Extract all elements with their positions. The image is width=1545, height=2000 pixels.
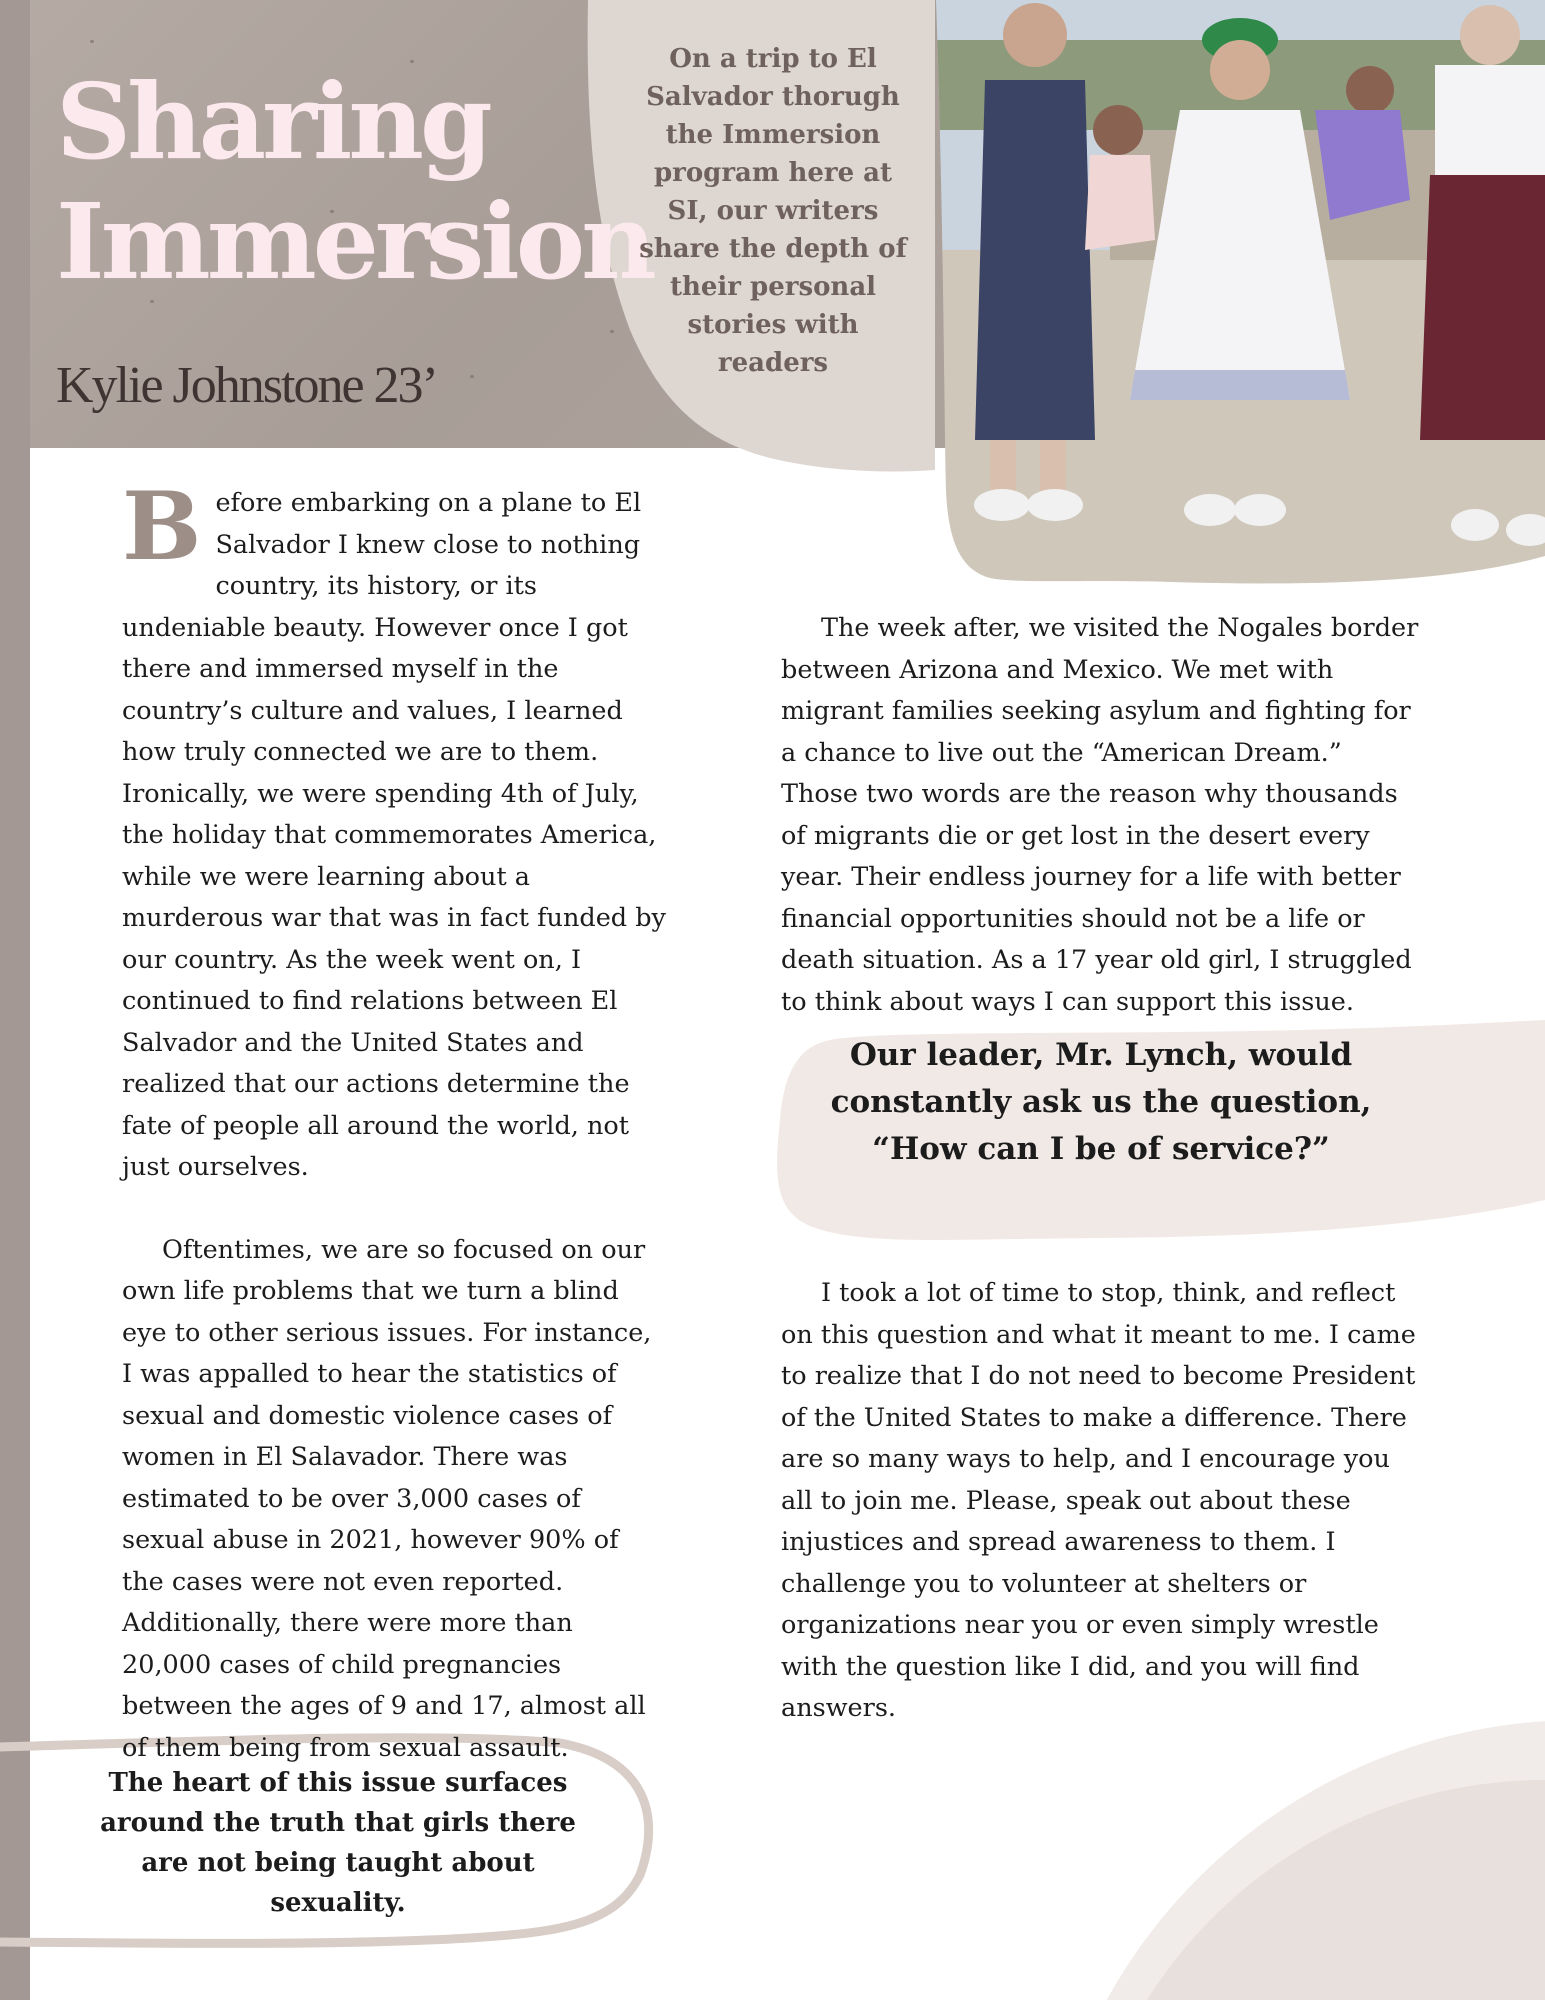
sneaker	[1451, 509, 1499, 541]
person-navy-dress	[975, 80, 1095, 440]
dress-hem-pattern	[1130, 370, 1350, 400]
body-column-right	[781, 608, 1421, 1023]
paragraph-intro-text: efore embarking on a plane to El Salvador I knew close to nothing country, its history, or its undeniable beauty. However once I got there and immersed myself in the country’s culture and values, I learned how truly connected we are to them. Ironically, we were spending 4th of July, the holiday that commemorates America, while we were learning about a murderous war that was in fact funded by our country. As the week went on, I continued to find relations between El Salvador and the United States and realized that our actions determine the fate of people all around the world, not just ourselves.	[122, 488, 666, 1182]
header-photo	[930, 0, 1545, 590]
article-title	[56, 62, 653, 302]
child-head	[1093, 105, 1143, 155]
pull-quote-sexuality: The heart of this issue surfaces around the truth that girls there are not being taught about sexuality.	[100, 1768, 576, 1918]
sneaker	[1234, 494, 1286, 526]
paragraph-border: The week after, we visited the Nogales border between Arizona and Mexico. We met with migrant families seeking asylum and fighting for a chance to live out the “American Dream.” Those two words are the reason why thousands of migrants die or get lost in the desert every year. Their endless journey for a life with better financial opportunities should not be a life or death situation. As a 17 year old girl, I struggled to think about ways I can support this issue.	[781, 613, 1419, 1017]
body-column-right-lower	[781, 1273, 1421, 1730]
person-white-top	[1435, 65, 1545, 175]
paragraph-reflection: I took a lot of time to stop, think, and reflect on this question and what it meant to me. I came to realize that I do not need to become President of the United States to make a difference. There are so many ways to help, and I encourage you all to join me. Please, speak out about these injustices and spread awareness to them. I challenge you to volunteer at shelters or organizations near you or even simply wrestle with the question like I did, and you will find answers.	[781, 1278, 1416, 1723]
paragraph-intro	[122, 472, 667, 1189]
body-column-left	[122, 472, 667, 1769]
paragraph-statistics: Oftentimes, we are so focused on our own life problems that we turn a blind eye to other serious issues. For instance, I was appalled to hear the statistics of sexual and domestic violence cases of women in El Salavador. There was estimated to be over 3,000 cases of sexual abuse in 2021, however 90% of the cases were not even reported. Additionally, there were more than 20,000 cases of child pregnancies between the ages of 9 and 17, almost all of them being from sexual assault.	[122, 1234, 652, 1763]
child-head	[1346, 66, 1394, 114]
title-line-1: Sharing	[56, 60, 489, 183]
child-body	[1315, 110, 1410, 220]
sneaker	[974, 489, 1030, 521]
article-subtitle: On a trip to El Salvador thorugh the Immersion program here at SI, our writers share the depth of their personal stories with readers	[639, 44, 907, 378]
pull-quote-service: Our leader, Mr. Lynch, would constantly ask us the question, “How can I be of service?”	[830, 1037, 1372, 1167]
title-line-2: Immersion	[56, 180, 653, 303]
author-byline: Kylie Johnstone 23’	[56, 357, 437, 414]
sneaker	[1027, 489, 1083, 521]
sneaker	[1184, 494, 1236, 526]
child-body	[1085, 155, 1155, 250]
person-head	[1460, 5, 1520, 65]
person-head	[1003, 3, 1067, 67]
drop-cap: B	[122, 472, 202, 582]
person-red-skirt	[1420, 175, 1545, 440]
person-head	[1210, 40, 1270, 100]
